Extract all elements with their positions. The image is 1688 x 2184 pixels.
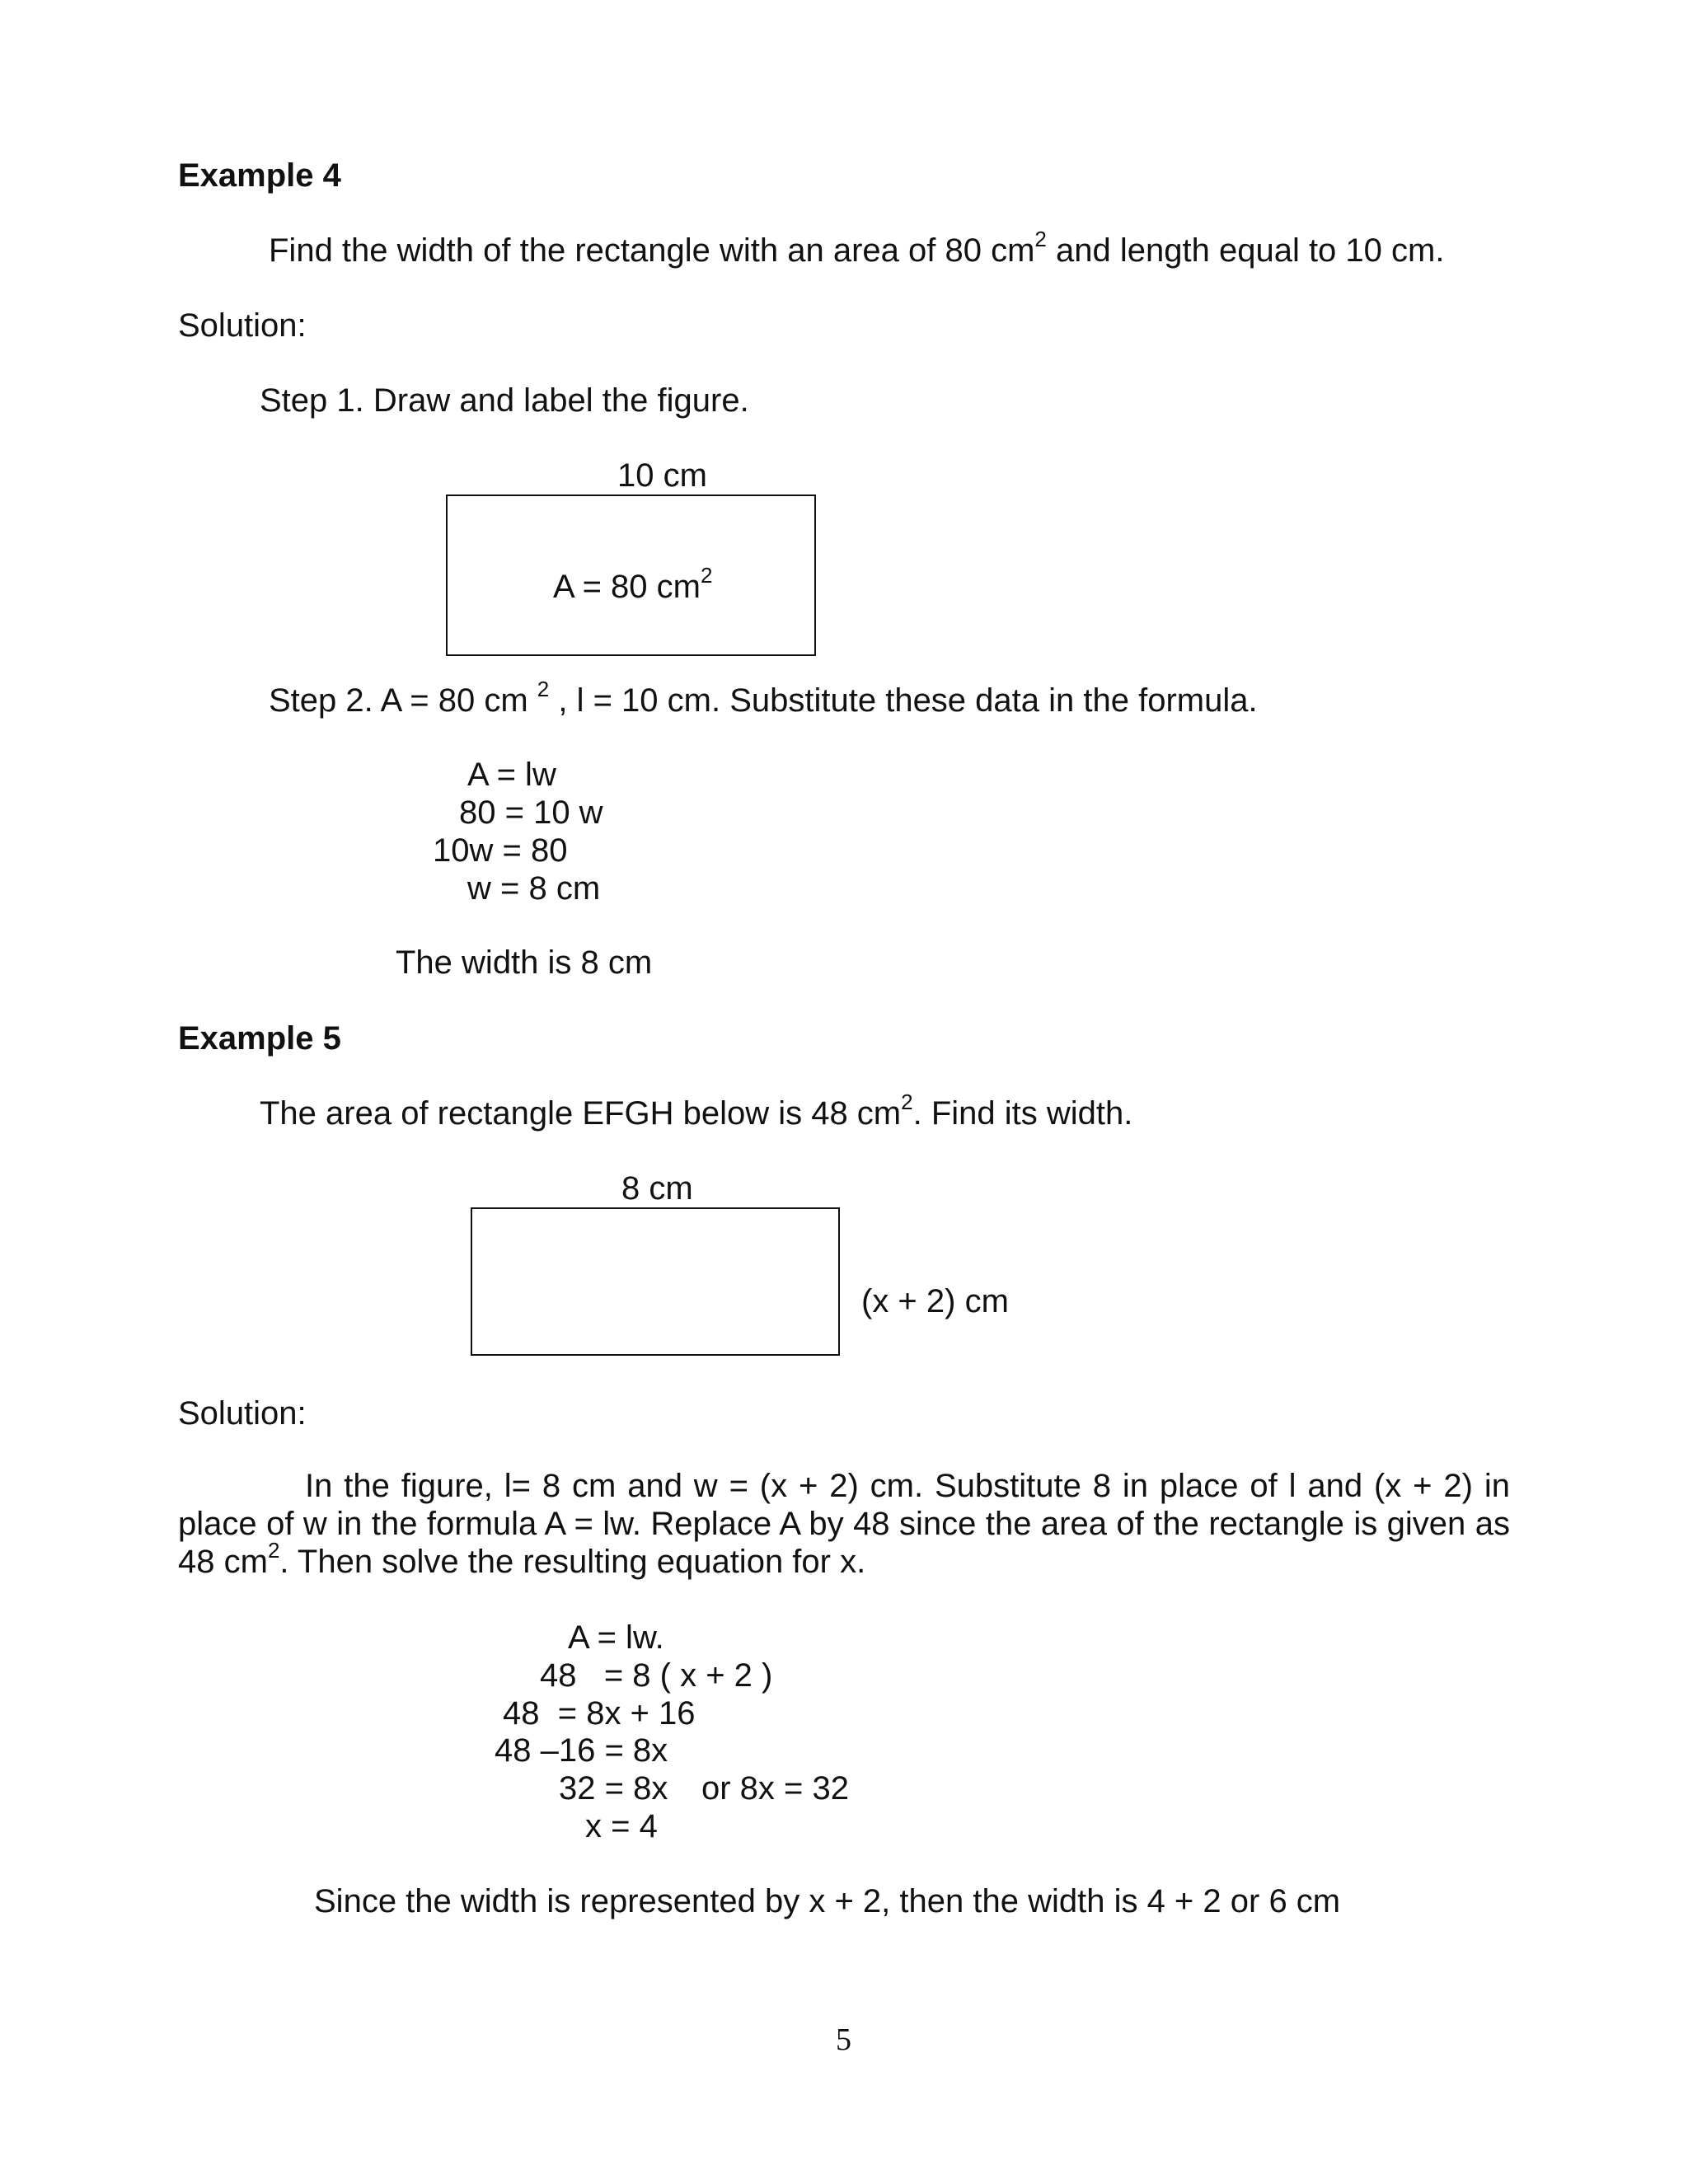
equation-line: 32 = 8x bbox=[559, 1770, 668, 1807]
area-text: A = 80 cm bbox=[553, 569, 701, 605]
example-4-step-2 bbox=[269, 677, 1258, 719]
example-4-heading: Example 4 bbox=[178, 157, 341, 194]
example-4-solution-label: Solution: bbox=[178, 307, 307, 344]
equation-note: or 8x = 32 bbox=[701, 1770, 850, 1807]
figure-1-area-label bbox=[553, 563, 713, 605]
equation-line: 48 = 8x + 16 bbox=[503, 1695, 696, 1732]
equation-line: 48 = 8 ( x + 2 ) bbox=[540, 1657, 773, 1694]
example-4-step-1: Step 1. Draw and label the figure. bbox=[260, 382, 749, 419]
problem-text: The area of rectangle EFGH below is 48 cm bbox=[260, 1095, 902, 1132]
example-5-problem bbox=[260, 1090, 1133, 1132]
figure-2-top-label: 8 cm bbox=[621, 1170, 693, 1207]
equation-line: x = 4 bbox=[585, 1808, 658, 1844]
step-2-text-end: , l = 10 cm. Substitute these data in the formula. bbox=[549, 682, 1258, 719]
example-4-problem bbox=[269, 227, 1445, 269]
superscript: 2 bbox=[700, 563, 713, 588]
equation-line: w = 8 cm bbox=[467, 870, 601, 907]
paragraph-text-end: . Then solve the resulting equation for x. bbox=[279, 1544, 866, 1580]
equation-line: A = lw bbox=[467, 757, 556, 793]
example-4-conclusion: The width is 8 cm bbox=[396, 944, 653, 981]
equation-line: 80 = 10 w bbox=[459, 794, 603, 831]
example-5-heading: Example 5 bbox=[178, 1020, 341, 1057]
problem-text: Find the width of the rectangle with an area of 80 cm bbox=[269, 232, 1035, 269]
problem-text-end: . Find its width. bbox=[912, 1095, 1133, 1132]
paragraph-text: In the figure, l= 8 cm and w = (x + 2) cm. Substitute 8 in place of l and (x + 2) in place of w in the formula A = lw. Replace A by 48 since the area of the rectangle is given as 48 cm bbox=[178, 1468, 1510, 1580]
superscript: 2 bbox=[901, 1090, 913, 1114]
rectangle-efgh-figure bbox=[471, 1207, 840, 1356]
equation-line: 10w = 80 bbox=[433, 832, 568, 869]
problem-text-end: and length equal to 10 cm. bbox=[1046, 232, 1445, 269]
page-number: 5 bbox=[836, 2022, 851, 2057]
superscript: 2 bbox=[537, 677, 550, 701]
example-5-conclusion: Since the width is represented by x + 2, then the width is 4 + 2 or 6 cm bbox=[314, 1883, 1341, 1919]
example-5-solution-label: Solution: bbox=[178, 1395, 307, 1432]
figure-1-top-label: 10 cm bbox=[617, 457, 707, 494]
step-2-text: Step 2. A = 80 cm bbox=[269, 682, 537, 719]
superscript: 2 bbox=[1034, 227, 1047, 251]
equation-line: 48 –16 = 8x bbox=[495, 1732, 668, 1769]
equation-line: A = lw. bbox=[568, 1619, 664, 1656]
superscript: 2 bbox=[267, 1538, 280, 1563]
figure-2-side-label: (x + 2) cm bbox=[861, 1283, 1009, 1319]
example-5-solution-paragraph bbox=[178, 1467, 1510, 1581]
